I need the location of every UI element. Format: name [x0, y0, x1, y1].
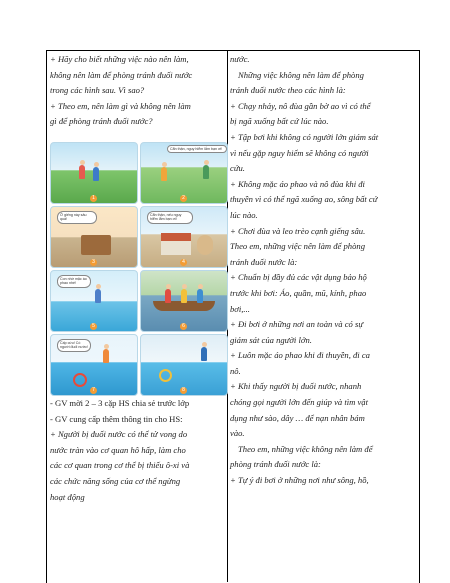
answer-line: vào. — [230, 428, 245, 439]
answer-line: + Luôn mặc áo phao khi đi thuyền, đi ca — [230, 350, 370, 361]
answer-line: nước. — [230, 54, 250, 64]
answer-line: bơi,... — [230, 303, 250, 314]
answer-line: trước khi bơi: Áo, quần, mũ, kính, phao — [230, 287, 367, 298]
panel-4 — [140, 206, 228, 268]
question-2: + Theo em, nên làm gì và không nên làm gì để phòng tránh đuối nước? — [50, 100, 191, 127]
panel-number: 6 — [180, 323, 187, 330]
panel-6 — [140, 270, 228, 332]
answer-line: + Chạy nhảy, nô đùa gần bờ ao vì có thể — [230, 100, 371, 111]
answer-line: tránh đuối nước theo các hình là: — [230, 85, 346, 96]
answer-line: Theo em, những việc nên làm để phòng — [230, 241, 365, 252]
drowning-prevention-illustration — [48, 140, 226, 393]
answer-line: dụng như sào, dây … để nạn nhân bám — [230, 412, 365, 423]
answer-line: chóng gọi người lớn đến giúp và tìm vật — [230, 397, 368, 408]
answer-line: thuyền vì có thể ngã xuống ao, sông bất cứ — [230, 194, 378, 205]
speech-bubble: Cấp cứu! Có người đuối nước! — [57, 339, 91, 352]
panel-5 — [50, 270, 138, 332]
panel-number: 4 — [180, 259, 187, 266]
answer-line: + Đi bơi ở những nơi an toàn và có sự — [230, 319, 364, 330]
info-paragraph: + Người bị đuối nước có thể tử vong do nước tràn vào cơ quan hô hấp, làm cho các cơ quan trong cơ thể bị thiếu ô-xi và các chức năng sống của cơ thể ngừng hoạt động — [50, 429, 190, 502]
answer-line: Những việc không nên làm để phòng — [238, 69, 364, 80]
left-column — [50, 52, 223, 130]
speech-bubble: Cẩn thận, nguy hiểm lắm bạn ơi! — [167, 145, 227, 153]
answer-line: cứu. — [230, 163, 245, 174]
speech-bubble: Ở giếng này sâu quá! — [57, 211, 97, 224]
panel-number: 5 — [90, 323, 97, 330]
panel-3 — [50, 206, 138, 268]
answer-line: + Chơi đùa và leo trèo cạnh giếng sâu. — [230, 225, 366, 236]
answer-line: lúc nào. — [230, 209, 258, 220]
left-column-notes — [50, 396, 223, 505]
answer-line: + Khi thấy người bị đuối nước, nhanh — [230, 381, 362, 392]
answer-line: tránh đuối nước là: — [230, 256, 298, 267]
panel-7 — [50, 334, 138, 396]
panel-8 — [140, 334, 228, 396]
panel-number: 1 — [90, 195, 97, 202]
gv-instruction-1: - GV mời 2 – 3 cặp HS chia sẻ trước lớp — [50, 398, 190, 408]
panel-2 — [140, 142, 228, 204]
answer-line: phòng tránh đuối nước là: — [230, 459, 321, 470]
panel-number: 8 — [180, 387, 187, 394]
answer-line: + Không mặc áo phao và nô đùa khi đi — [230, 178, 365, 189]
panel-number: 7 — [90, 387, 97, 394]
panel-1 — [50, 142, 138, 204]
answer-line: + Chuẩn bị đầy đủ các vật dụng bảo hộ — [230, 272, 367, 283]
answer-line: Theo em, những việc không nên làm để — [238, 443, 373, 454]
answer-line: + Tự ý đi bơi ở những nơi như sông, hồ, — [230, 475, 369, 486]
answer-line: vì nếu gặp nguy hiểm sẽ không có người — [230, 147, 369, 158]
right-column — [230, 52, 415, 489]
panel-number: 2 — [180, 195, 187, 202]
gv-instruction-2: - GV cung cấp thêm thông tin cho HS: — [50, 413, 183, 424]
question-1: + Hãy cho biết những việc nào nên làm, không nên làm để phòng tránh đuối nước trong các hình sau. Vì sao? — [50, 54, 193, 96]
answer-line: bị ngã xuống bất cứ lúc nào. — [230, 116, 329, 127]
speech-bubble: Con nhớ mặc áo phao nhé! — [57, 275, 91, 288]
answer-line: nô. — [230, 365, 241, 376]
answer-line: giám sát của người lớn. — [230, 334, 312, 345]
panel-number: 3 — [90, 259, 97, 266]
answer-line: + Tập bơi khi không có người lớn giám sát — [230, 131, 379, 142]
speech-bubble: Cẩn thận, nếu nguy hiểm lắm bạn ơi! — [147, 211, 193, 224]
